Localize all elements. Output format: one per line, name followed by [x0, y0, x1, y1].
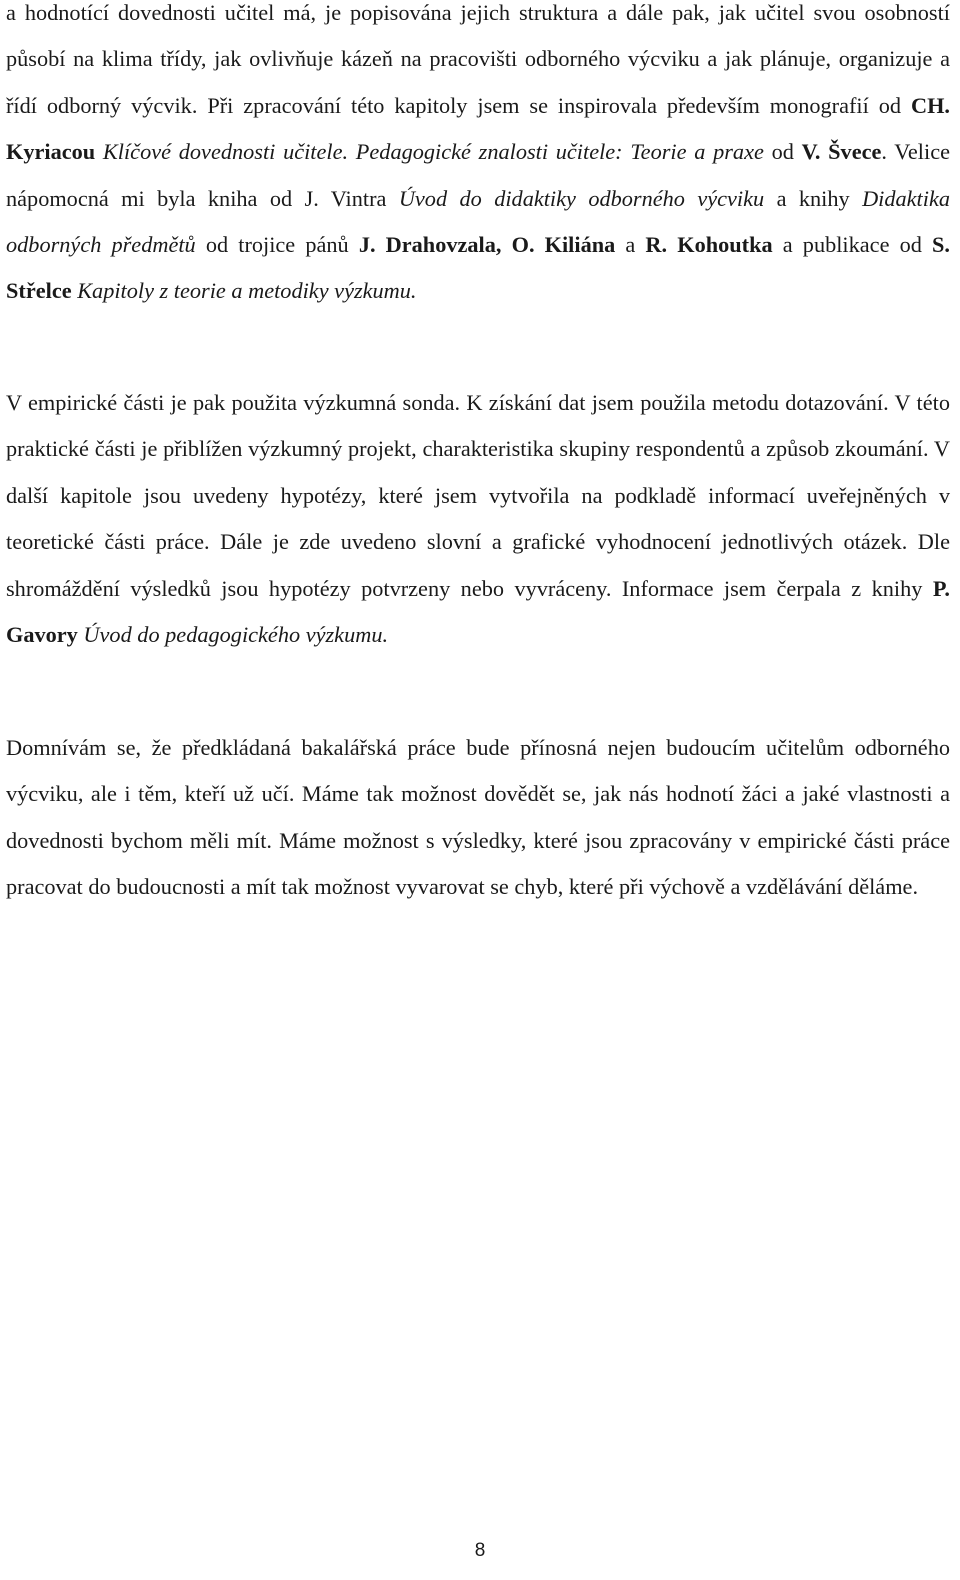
text-run: CH. Kyriacou — [6, 92, 950, 165]
paragraph-2 — [6, 380, 950, 658]
text-run: P. Gavory — [6, 575, 950, 648]
text-run: od trojice pánů — [195, 232, 359, 258]
text-run: od — [763, 139, 802, 165]
text-run: J. Drahovzala, O. Kiliána — [358, 232, 616, 258]
paragraph-1 — [6, 0, 950, 315]
text-run: V. Švece — [801, 139, 882, 165]
text-run: Úvod do pedagogického výzkumu. — [83, 622, 389, 648]
paragraph-3 — [6, 725, 950, 911]
text-run: a hodnotící dovednosti učitel má, je popisována jejich struktura a dále pak, jak učitel svou osobností působí na klima třídy, jak ovlivňuje kázeň na pracovišti odborného výcviku a jak plánuje, organizuje a řídí odborný výcvik. Při zpracování této kapitoly jsem se inspirovala především monografií od — [6, 0, 950, 118]
text-run: Didaktika odborných předmětů — [6, 185, 950, 258]
text-run — [95, 139, 103, 164]
text-run: a publikace od — [772, 232, 933, 258]
text-run: . Velice nápomocná mi byla kniha od J. Vintra — [6, 139, 950, 211]
text-run: a — [615, 232, 646, 258]
text-run: S. Střelce — [6, 232, 950, 304]
text-run: V empirické části je pak použita výzkumná sonda. K získání dat jsem použila metodu dotazování. V této praktické části je přiblížen výzkumný projekt, charakteristika skupiny respondentů a způsob zkoumání. V další kapitole jsou uvedeny hypotézy, které jsem vytvořila na podkladě informací uveřejněných v teoretické části práce. Dále je zde uvedeno slovní a grafické vyhodnocení jednotlivých otázek. Dle shromáždění výsledků jsou hypotézy potvrzeny nebo vyvráceny. Informace jsem čerpala z knihy — [6, 390, 950, 601]
text-run: Klíčové dovednosti učitele. Pedagogické znalosti učitele: Teorie a praxe — [102, 139, 764, 165]
text-run: R. Kohoutka — [645, 232, 773, 258]
page-number: 8 — [474, 1540, 486, 1561]
text-run: Domnívám se, že předkládaná bakalářská práce bude přínosná nejen budoucím učitelům odborného výcviku, ale i těm, kteří už učí. Máme tak možnost dovědět se, jak nás hodnotí žáci a jaké vlastnosti a dovednosti bychom měli mít. Máme možnost s výsledky, které jsou zpracovány v empirické části práce pracovat do budoucnosti a mít tak možnost vyvarovat se chyb, které při výchově a vzdělávání děláme. — [6, 735, 950, 900]
text-run: Kapitoly z teorie a metodiky výzkumu. — [77, 278, 417, 304]
text-run: Úvod do didaktiky odborného výcviku — [398, 185, 765, 211]
text-run: a knihy — [764, 185, 863, 211]
